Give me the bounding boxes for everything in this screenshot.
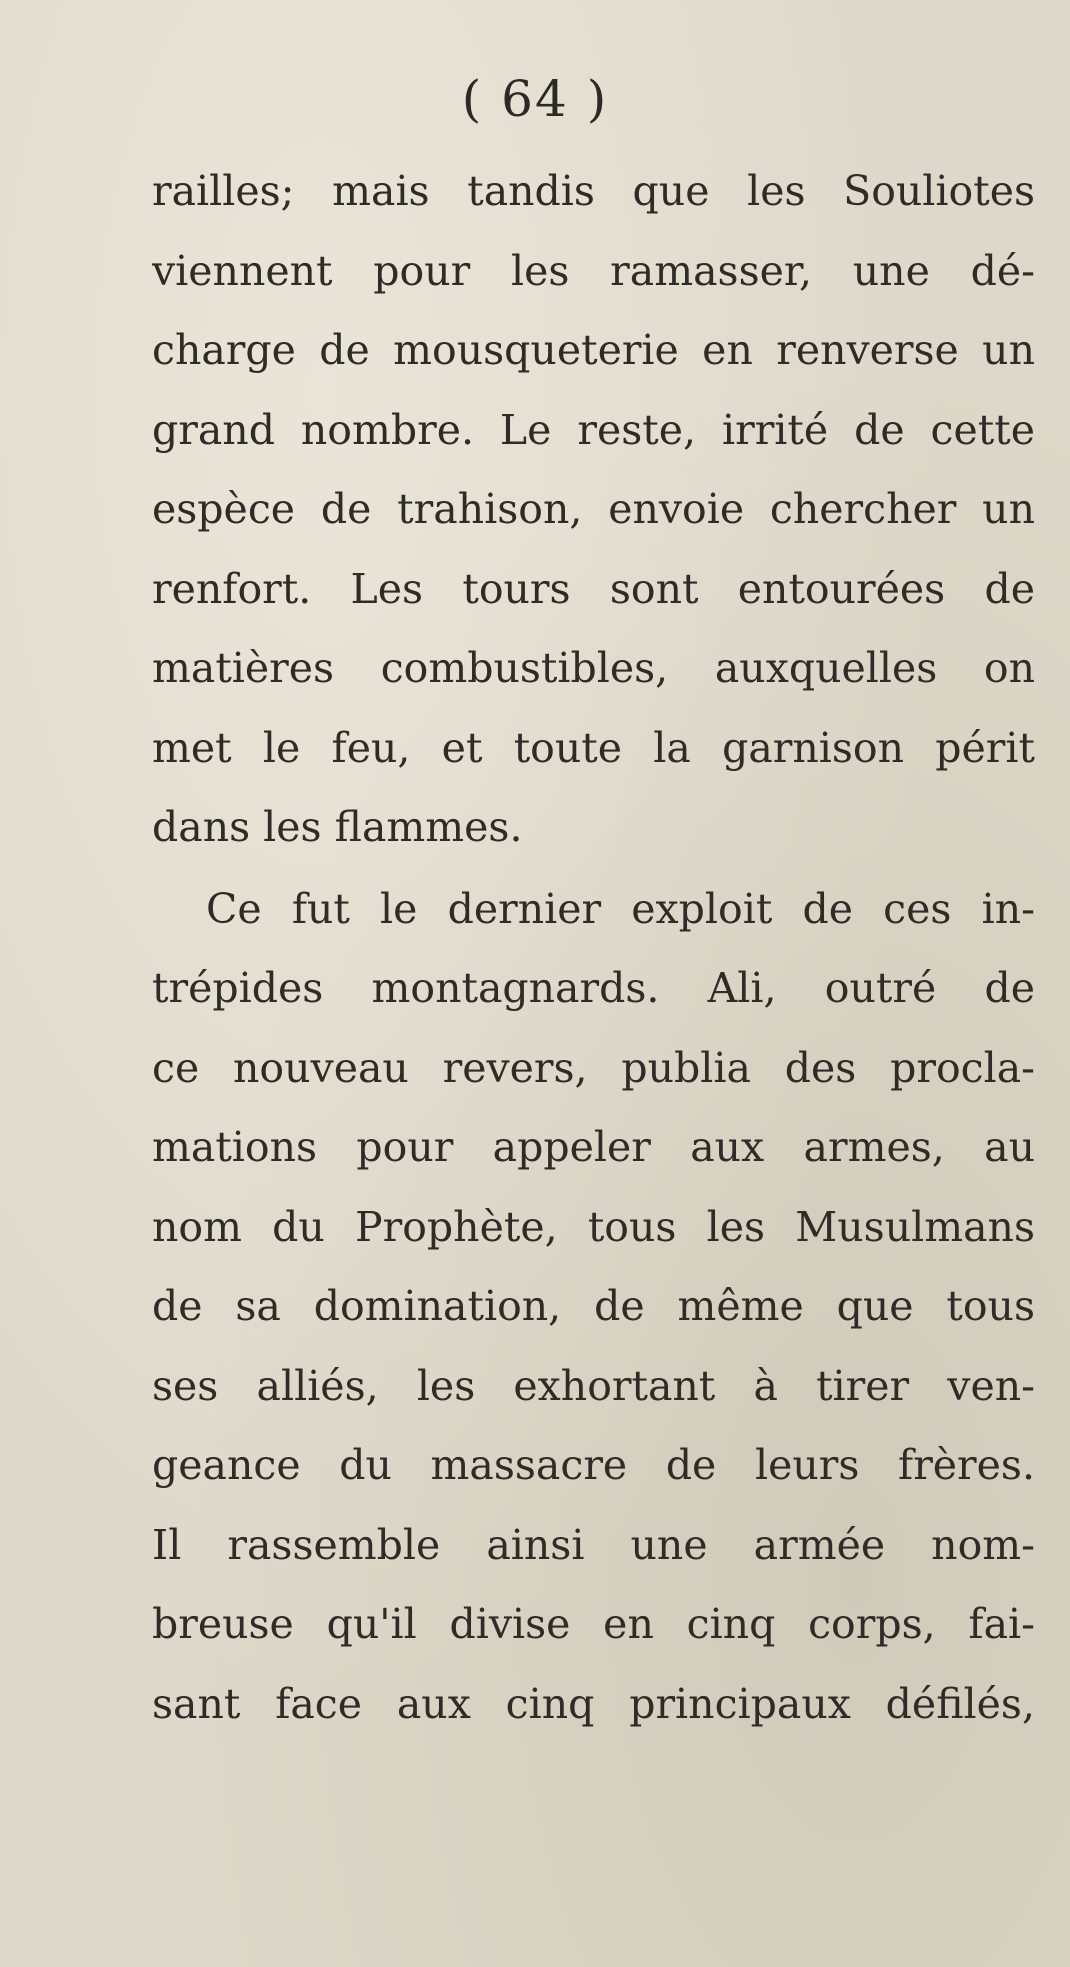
text-line: breuse qu'il divise en cinq corps, fai- — [152, 1600, 1035, 1648]
text-line: charge de mousqueterie en renverse un — [152, 326, 1035, 374]
text-line: mations pour appeler aux armes, au — [152, 1123, 1035, 1171]
text-line: trépides montagnards. Ali, outré de — [152, 964, 1035, 1012]
text-line: grand nombre. Le reste, irrité de cette — [152, 405, 1035, 454]
text-line: de sa domination, de même que tous — [152, 1282, 1035, 1330]
text-line: geance du massacre de leurs frères. — [152, 1441, 1035, 1489]
page-number: ( 64 ) — [461, 70, 609, 128]
text-line: nom du Prophète, tous les Musulmans — [152, 1202, 1035, 1251]
text-line: viennent pour les ramasser, une dé- — [152, 246, 1035, 295]
body-text — [152, 152, 1035, 1744]
text-line: Il rassemble ainsi une armée nom- — [152, 1520, 1035, 1569]
text-line: sant face aux cinq principaux défilés, — [152, 1679, 1035, 1728]
text-line: matières combustibles, auxquelles on — [152, 644, 1035, 692]
text-line: ses alliés, les exhortant à tirer ven- — [152, 1361, 1035, 1410]
paragraph-end-line: dans les flammes. — [152, 803, 523, 851]
paragraph-start-line: Ce fut le dernier exploit de ces in- — [206, 884, 1035, 933]
text-line: espèce de trahison, envoie chercher un — [152, 485, 1035, 533]
text-line: ce nouveau revers, publia des procla- — [152, 1043, 1035, 1092]
text-line: met le feu, et toute la garnison périt — [152, 723, 1035, 772]
text-line: railles; mais tandis que les Souliotes — [152, 167, 1035, 215]
text-line: renfort. Les tours sont entourées de — [152, 564, 1035, 613]
